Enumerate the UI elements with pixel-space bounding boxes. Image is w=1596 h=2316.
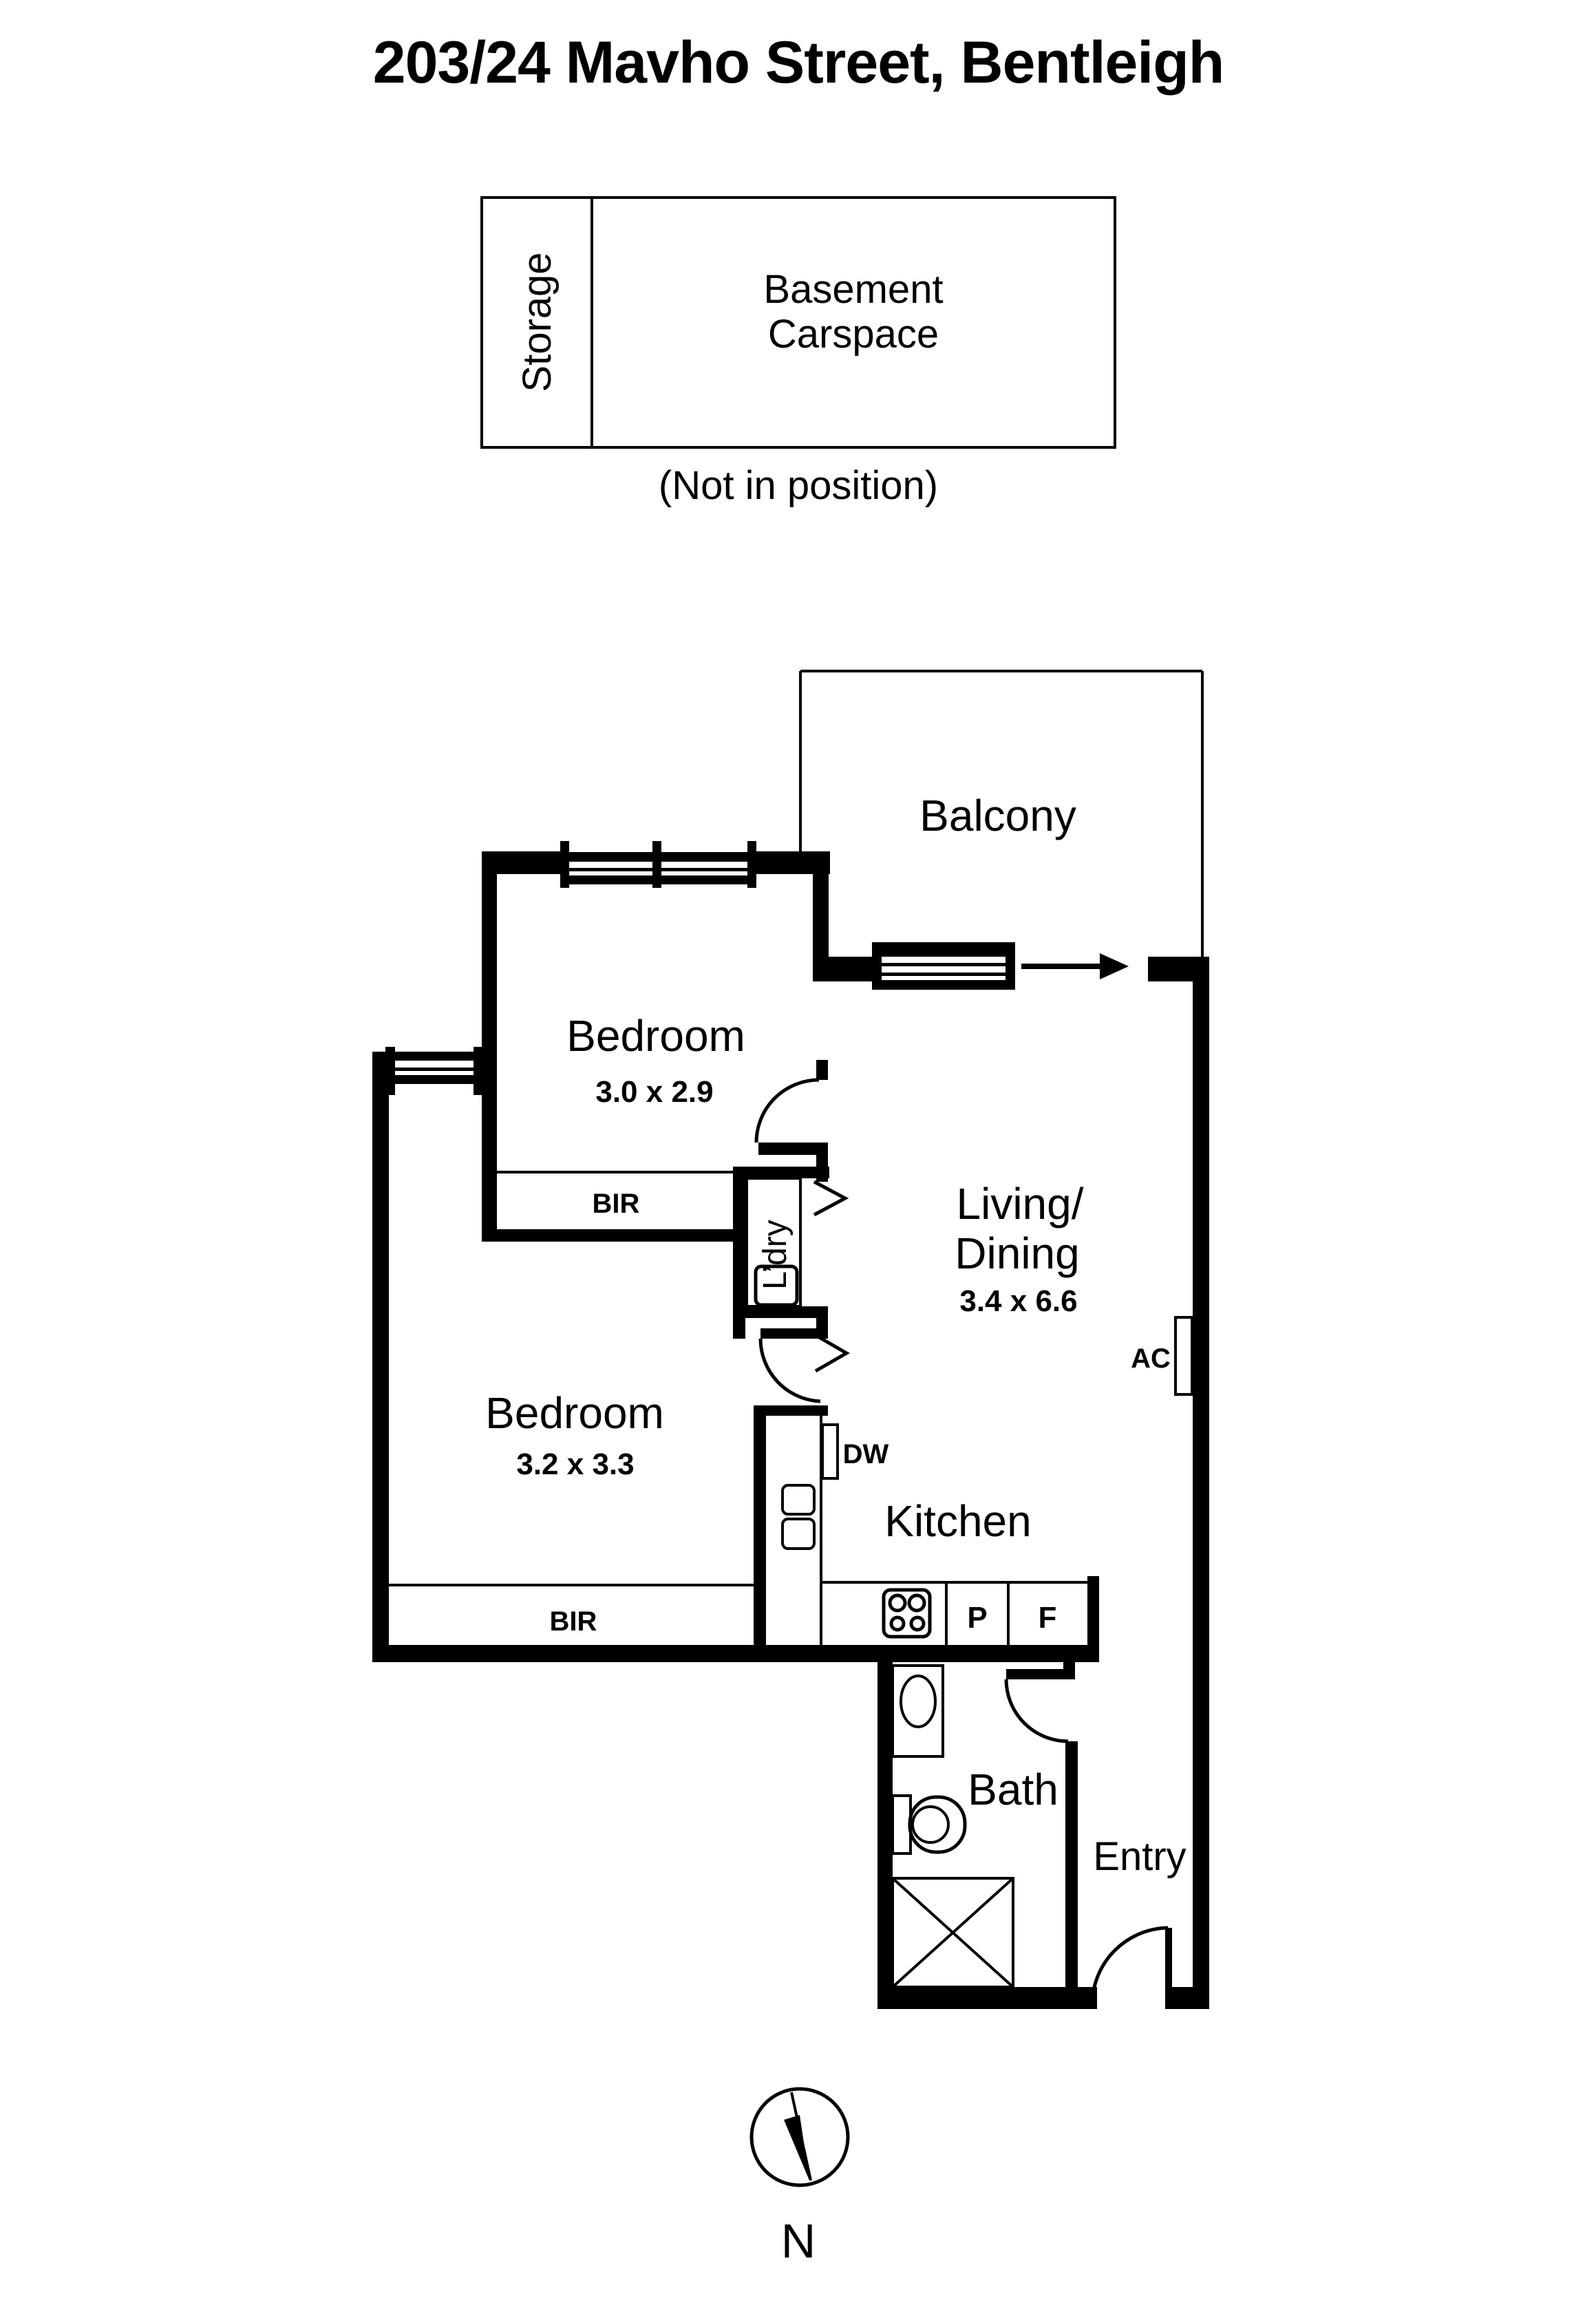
kitchen-right-end-wall	[1087, 1576, 1099, 1652]
pantry-label: P	[967, 1601, 988, 1635]
bottom-wall-left	[877, 1987, 1097, 2009]
bottom-wall-right	[1167, 1987, 1209, 2009]
ldry-bottom-wall	[733, 1306, 828, 1318]
bath-door-head-wall	[1006, 1669, 1075, 1679]
bed1-lower-right-wall	[758, 1143, 828, 1155]
kitchen-top-wall	[754, 1405, 828, 1416]
entry-label: Entry	[1093, 1834, 1187, 1879]
shower-icon	[893, 1878, 1013, 1987]
bath-left-wall	[877, 1662, 893, 2009]
bedroom2-labels	[485, 1388, 664, 1637]
right-exterior-wall	[1193, 957, 1209, 2009]
north-label: N	[780, 2214, 816, 2268]
ac-unit-icon	[1175, 1317, 1192, 1394]
carspace-label-line1: Basement	[763, 267, 944, 312]
bed2-door-arc-icon	[760, 1339, 820, 1401]
bed2-window-icon	[385, 1047, 483, 1095]
bedroom1-labels	[566, 1011, 745, 1219]
bedroom2-label: Bedroom	[485, 1388, 664, 1438]
bed1-left-wall-upper	[482, 851, 497, 1079]
bedroom1-bir-label: BIR	[592, 1189, 640, 1219]
page-title: 203/24 Mavho Street, Bentleigh	[372, 30, 1224, 96]
kitchen	[754, 1405, 1099, 1662]
sink-bowl-bottom-icon	[783, 1519, 814, 1549]
balcony-sliding-door-icon	[872, 942, 1015, 990]
entry-door-arc-icon	[1092, 1928, 1168, 2005]
living-label-line2: Dining	[955, 1229, 1080, 1278]
bath-entry-wall	[1065, 1741, 1078, 1989]
bed1-left-wall-lower	[482, 1079, 497, 1242]
fridge-label: F	[1038, 1601, 1057, 1635]
living-label-line1: Living/	[956, 1179, 1084, 1229]
bottom-wall-main	[372, 1645, 1099, 1662]
entry-door-leaf	[1165, 1928, 1172, 2009]
bed1-right-wall	[813, 869, 829, 981]
bed1-balcony-stub-wall	[829, 957, 872, 981]
entry-direction-arrow-icon	[1021, 953, 1129, 979]
bedroom1-label: Bedroom	[566, 1011, 745, 1061]
bifold-door-top-icon	[814, 1182, 845, 1215]
compass-icon	[752, 2089, 848, 2185]
kitchen-left-wall	[754, 1405, 766, 1662]
bath-door-arc-icon	[1006, 1679, 1068, 1741]
bed1-door-stub	[816, 1060, 828, 1080]
bed1-window-icon	[560, 841, 756, 888]
laundry-label: L’dry	[757, 1220, 794, 1290]
bedroom2-bir-label: BIR	[549, 1606, 597, 1637]
cooktop-icon	[884, 1590, 930, 1637]
basement-carspace-box	[482, 198, 1115, 508]
entry	[877, 1834, 1209, 2009]
dishwasher-icon	[822, 1425, 838, 1478]
bed2-left-wall	[372, 1052, 389, 1662]
storage-label: Storage	[515, 252, 560, 392]
kitchen-label: Kitchen	[884, 1496, 1032, 1546]
ac-label: AC	[1131, 1343, 1171, 1374]
bedroom2-walls	[372, 1047, 1099, 1662]
bathroom	[877, 1662, 1078, 2009]
ldry-top-wall	[733, 1167, 829, 1178]
bedroom2-dims: 3.2 x 3.3	[516, 1447, 635, 1481]
bed1-door-arc-icon	[756, 1080, 819, 1143]
carspace-label-line2: Carspace	[767, 312, 939, 357]
sink-bowl-top-icon	[783, 1485, 814, 1514]
bifold-door-bottom-icon	[816, 1335, 847, 1371]
dishwasher-label: DW	[842, 1439, 889, 1469]
living-dining-labels	[955, 1179, 1083, 1318]
vanity-basin-icon	[901, 1676, 935, 1727]
bath-label: Bath	[968, 1765, 1058, 1814]
laundry	[733, 1167, 847, 1371]
bed1-bir-bottom-wall	[482, 1229, 747, 1242]
balcony	[800, 671, 1202, 957]
toilet-icon	[893, 1796, 965, 1853]
balcony-label: Balcony	[919, 791, 1076, 840]
living-dims: 3.4 x 6.6	[959, 1284, 1078, 1318]
bedroom1-dims: 3.0 x 2.9	[595, 1075, 714, 1109]
not-in-position-note: (Not in position)	[658, 463, 939, 508]
